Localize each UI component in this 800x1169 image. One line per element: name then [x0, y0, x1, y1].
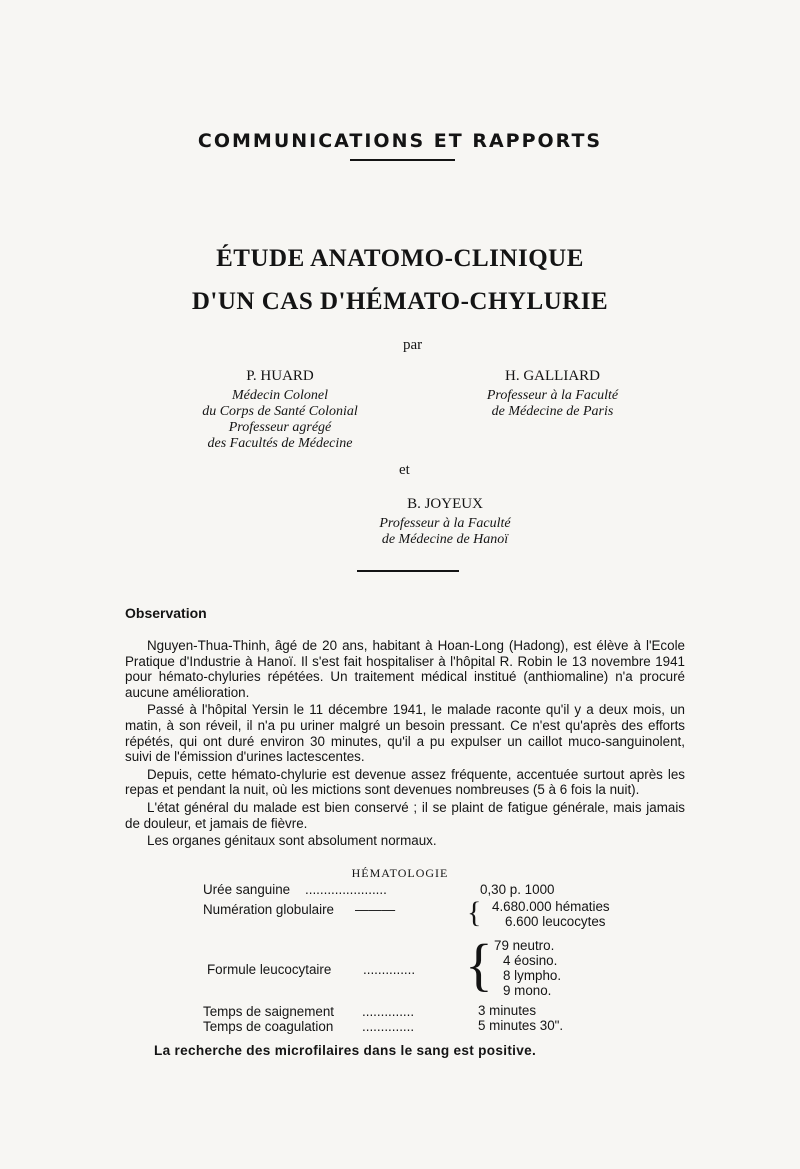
formule-mono: 9 mono.	[503, 983, 552, 998]
paragraph: Les organes génitaux sont absolument normaux.	[147, 833, 437, 849]
uree-dots: ......................	[305, 882, 387, 897]
uree-label: Urée sanguine	[203, 882, 291, 897]
paragraph: Nguyen-Thua-Thinh, âgé de 20 ans, habitant à Hoan-Long (Hadong), est élève à l'Ecole Pratique d'Industrie à Hanoï. Il s'est fait hospitaliser à l'hôpital R. Robin le 13 novembre 1941 pour hémato-chyluries répétées. Un traitement médical institué (anthiomaline) n'a procuré aucune amélioration.	[125, 638, 685, 700]
author-affiliation: Professeur à la Faculté	[486, 388, 619, 403]
author-name: P. HUARD	[246, 368, 314, 384]
numeration-hematies: 4.680.000 hématies	[492, 899, 610, 914]
article-title-line1: ÉTUDE ANATOMO-CLINIQUE	[216, 245, 584, 272]
brace-icon: {	[465, 932, 493, 997]
byline-et: et	[399, 462, 410, 478]
formule-lympho: 8 lympho.	[503, 968, 562, 983]
formule-label: Formule leucocytaire	[207, 962, 332, 977]
author-affiliation: de Médecine de Paris	[491, 404, 614, 419]
paragraph: Depuis, cette hémato-chylurie est devenue assez fréquente, accentuée surtout après les repas et pendant la nuit, où les mictions sont devenues nombreuses (5 à 6 fois la nuit).	[125, 766, 685, 798]
observation-heading: Observation	[125, 605, 207, 621]
coagulation-value: 5 minutes 30".	[478, 1018, 564, 1033]
formule-eosino: 4 éosino.	[503, 953, 558, 968]
header-rule	[350, 159, 455, 161]
paragraph: L'état général du malade est bien conservé ; il se plaint de fatigue générale, mais jamais de douleur, et jamais de fièvre.	[125, 799, 685, 831]
saignement-value: 3 minutes	[478, 1003, 537, 1018]
saignement-label: Temps de saignement	[203, 1004, 335, 1019]
formule-dots: ..............	[363, 962, 416, 977]
author-block-huard	[150, 368, 410, 452]
numeration-dash: ———	[355, 902, 396, 917]
author-affiliation: Professeur à la Faculté	[379, 516, 511, 531]
numeration-label: Numération globulaire	[203, 902, 335, 917]
coagulation-dots: ..............	[362, 1019, 415, 1034]
formule-neutro: 79 neutro.	[494, 938, 555, 953]
brace-icon: {	[467, 896, 482, 929]
article-title-line2: D'UN CAS D'HÉMATO-CHYLURIE	[191, 288, 609, 315]
conclusion-text: La recherche des microfilaires dans le sang est positive.	[154, 1043, 537, 1058]
author-name: H. GALLIARD	[505, 368, 600, 384]
hematology-title: HÉMATOLOGIE	[351, 866, 449, 880]
author-block-joyeux	[300, 496, 590, 548]
byline-par: par	[403, 337, 423, 353]
coagulation-label: Temps de coagulation	[203, 1019, 334, 1034]
section-header: COMMUNICATIONS ET RAPPORTS	[197, 130, 603, 152]
authors-rule	[357, 570, 459, 572]
paragraph: Passé à l'hôpital Yersin le 11 décembre 1941, le malade raconte qu'il y a deux mois, un matin, à son réveil, il n'a pu uriner malgré un besoin pressant. Ce n'est qu'après des efforts répétés, qui ont duré environ 30 minutes, qu'il a pu expulser un caillot muco-sanguinolent, suivi de l'émission d'urines lactescentes.	[125, 702, 685, 765]
author-block-galliard	[425, 368, 680, 420]
numeration-leucocytes: 6.600 leucocytes	[505, 914, 606, 929]
author-affiliation: Professeur agrégé	[228, 420, 332, 435]
saignement-dots: ..............	[362, 1004, 415, 1019]
observation-text	[125, 638, 685, 851]
uree-value: 0,30 p. 1000	[480, 882, 555, 897]
author-affiliation: du Corps de Santé Colonial	[202, 404, 358, 419]
author-name: B. JOYEUX	[407, 496, 483, 512]
author-affiliation: Médecin Colonel	[231, 388, 329, 403]
author-affiliation: de Médecine de Hanoï	[381, 532, 509, 547]
author-affiliation: des Facultés de Médecine	[207, 436, 353, 451]
